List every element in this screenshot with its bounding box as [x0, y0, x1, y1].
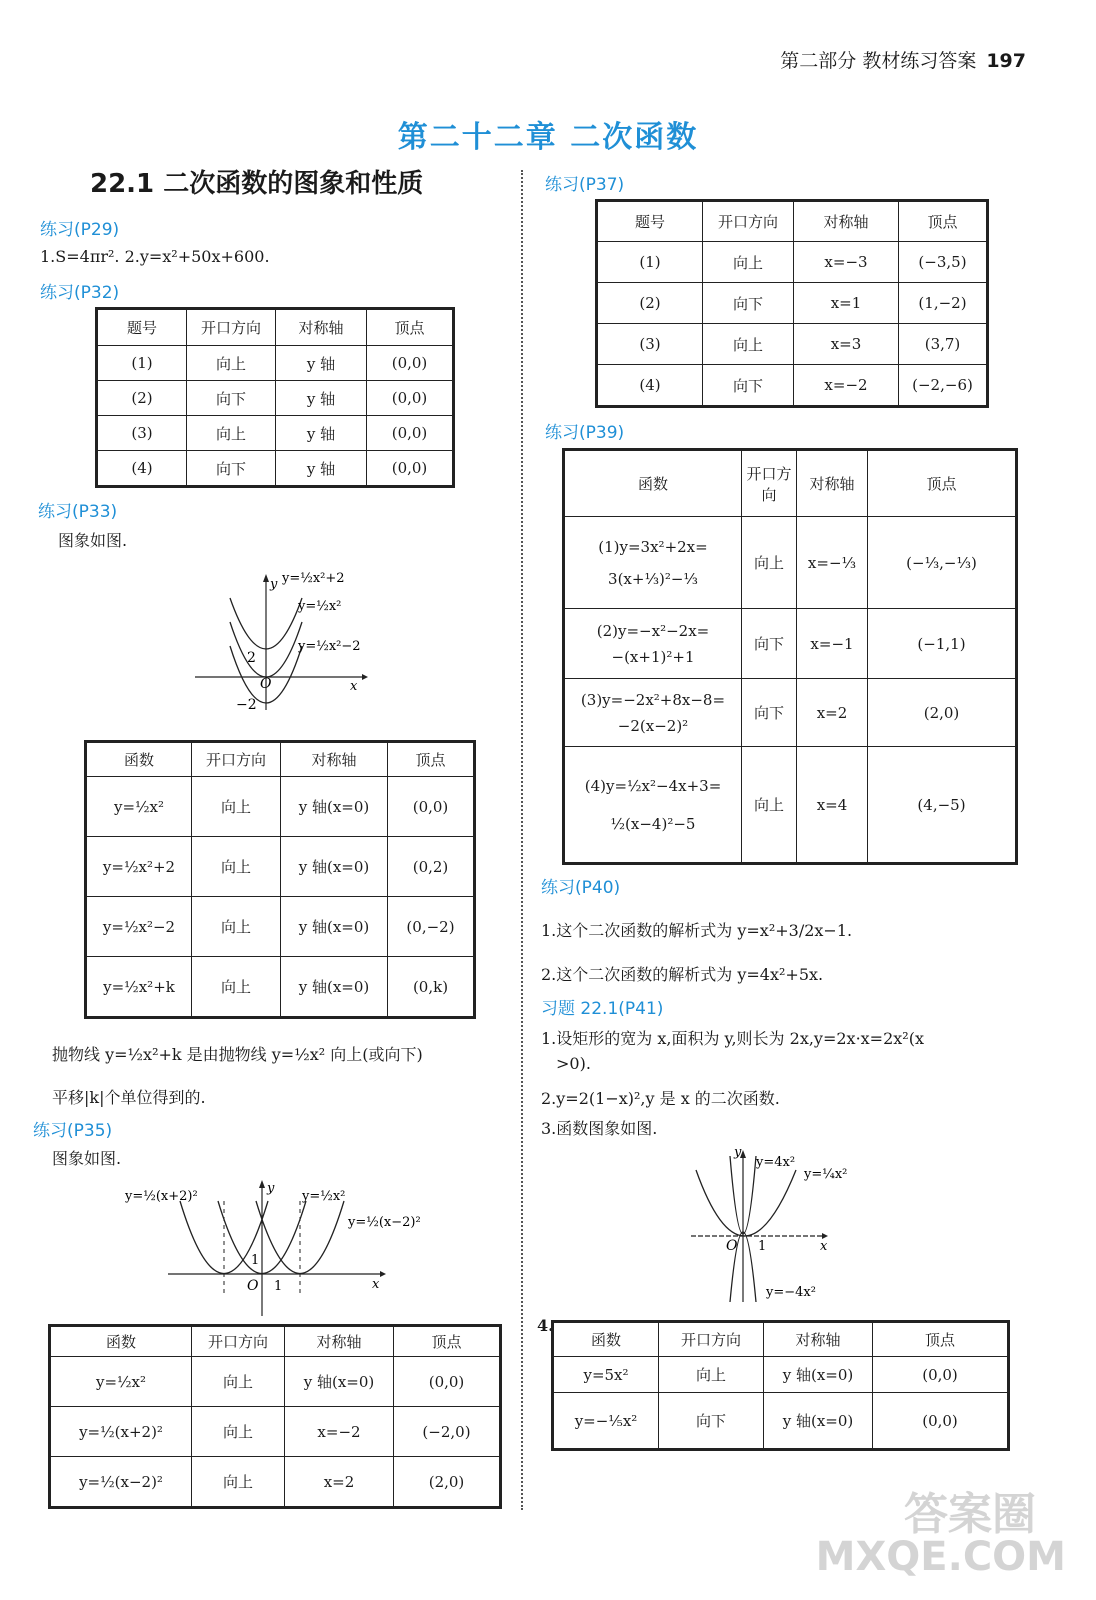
table-cell: 向上 — [187, 346, 276, 381]
header-section: 第二部分 教材练习答案 — [780, 50, 977, 72]
page-header — [780, 46, 1026, 73]
header-cell: 对称轴 — [794, 202, 899, 242]
table-row — [98, 451, 453, 486]
table-cell: 向上 — [192, 957, 281, 1017]
exercise-label-p29: 练习(P29) — [40, 220, 120, 240]
table-cell: y 轴(x=0) — [281, 957, 388, 1017]
header-cell: 题号 — [98, 310, 187, 346]
table-cell: x=4 — [797, 747, 868, 863]
table-cell: (0,k) — [388, 957, 474, 1017]
curve-label-3: y=−4x² — [766, 1285, 816, 1300]
table-cell: (−2,−6) — [899, 365, 987, 406]
table-cell: 向上 — [192, 777, 281, 837]
parabola-wide-up — [696, 1170, 796, 1236]
header-cell: 开口方向 — [192, 743, 281, 777]
table-row — [598, 324, 987, 365]
table-cell: (−⅓,−⅓) — [868, 517, 1016, 609]
p35-intro: 图象如图. — [52, 1149, 122, 1168]
exercise-label-p33: 练习(P33) — [38, 502, 118, 522]
table-cell: 向上 — [742, 747, 797, 863]
table-cell: x=−2 — [285, 1407, 394, 1457]
table-row — [87, 837, 474, 897]
table-cell: 向下 — [659, 1393, 764, 1449]
p41-answer-3: 3.函数图象如图. — [541, 1119, 658, 1138]
table-p37 — [597, 201, 987, 406]
graph-p35 — [120, 1176, 440, 1321]
page-number: 197 — [986, 50, 1026, 72]
table-cell: y 轴 — [276, 451, 367, 486]
table-row — [87, 897, 474, 957]
table-cell: 向下 — [742, 609, 797, 679]
header-cell: 顶点 — [899, 202, 987, 242]
tick-x-1: 1 — [274, 1279, 283, 1294]
table-cell: (0,2) — [388, 837, 474, 897]
table-cell: (0,0) — [367, 346, 453, 381]
table-cell: 向下 — [742, 679, 797, 747]
origin-label: O — [247, 1278, 259, 1294]
table-cell: (0,−2) — [388, 897, 474, 957]
table-cell: y=½x² — [51, 1357, 192, 1407]
table-cell: 向上 — [192, 897, 281, 957]
table-cell: 向上 — [703, 324, 794, 365]
table-cell — [565, 679, 742, 747]
table-cell: (2,0) — [868, 679, 1016, 747]
table-cell: (−3,5) — [899, 242, 987, 283]
curve-label-2: y=¼x² — [804, 1167, 848, 1182]
table-cell: y 轴(x=0) — [285, 1357, 394, 1407]
p41-answer-2: 2.y=2(1−x)²,y 是 x 的二次函数. — [541, 1089, 780, 1108]
table-cell: y=−⅕x² — [554, 1393, 659, 1449]
header-cell: 开口方向 — [192, 1327, 285, 1357]
table-cell: 向上 — [192, 837, 281, 897]
table-cell: x=2 — [797, 679, 868, 747]
header-cell: 开口方向 — [703, 202, 794, 242]
p40-answer-2: 2.这个二次函数的解析式为 y=4x²+5x. — [541, 965, 824, 984]
table-p32 — [97, 309, 453, 486]
origin-label: O — [260, 676, 272, 692]
table-cell: 向上 — [703, 242, 794, 283]
curve-label-2: y=½x² — [298, 599, 342, 614]
table-cell: 向上 — [187, 416, 276, 451]
table-cell: y 轴 — [276, 346, 367, 381]
chapter-title: 第二十二章 二次函数 — [397, 120, 699, 155]
table-cell: x=1 — [794, 283, 899, 324]
watermark-logo: 答案圈 — [904, 1489, 1036, 1540]
graph-p33 — [190, 560, 390, 720]
x-arrow-icon — [362, 674, 368, 680]
table-cell: (2) — [98, 381, 187, 416]
p41-answer-4: 4. — [537, 1316, 554, 1335]
x-label: x — [820, 1239, 828, 1254]
table-cell: y 轴(x=0) — [281, 777, 388, 837]
table-cell: y=½x²+k — [87, 957, 192, 1017]
table-cell — [565, 517, 742, 609]
header-cell: 对称轴 — [285, 1327, 394, 1357]
p41-answer-1b: >0). — [556, 1054, 591, 1073]
header-cell: 开口方向 — [187, 310, 276, 346]
table-row — [51, 1357, 500, 1407]
p29-answer: 1.S=4πr². 2.y=x²+50x+600. — [40, 247, 270, 266]
table-row — [98, 346, 453, 381]
y-label: y — [734, 1145, 742, 1160]
x-arrow-icon — [380, 1271, 386, 1277]
header-cell: 函数 — [554, 1323, 659, 1357]
y-arrow-icon — [263, 574, 269, 582]
table-cell: y=½(x−2)² — [51, 1457, 192, 1507]
p33-intro: 图象如图. — [58, 531, 128, 550]
table-cell: 向上 — [192, 1357, 285, 1407]
table-cell: (3) — [598, 324, 703, 365]
header-cell: 题号 — [598, 202, 703, 242]
table-cell: y=½x²−2 — [87, 897, 192, 957]
table-cell: (1) — [598, 242, 703, 283]
table-cell — [565, 609, 742, 679]
table-cell: x=3 — [794, 324, 899, 365]
header-cell: 对称轴 — [797, 451, 868, 517]
exercise-label-p32: 练习(P32) — [40, 283, 120, 303]
table-cell: 向下 — [187, 451, 276, 486]
table-row — [98, 416, 453, 451]
table-cell: (0,0) — [394, 1357, 500, 1407]
x-label: x — [350, 679, 358, 694]
table-cell: (2) — [598, 283, 703, 324]
table-row — [598, 365, 987, 406]
p33-note-1: 抛物线 y=½x²+k 是由抛物线 y=½x² 向上(或向下) — [52, 1045, 423, 1064]
tick-x-1: 1 — [758, 1239, 767, 1254]
p40-answer-1: 1.这个二次函数的解析式为 y=x²+3/2x−1. — [541, 921, 853, 940]
table-row — [598, 283, 987, 324]
p33-note-2: 平移|k|个单位得到的. — [52, 1088, 206, 1107]
section-title: 22.1 二次函数的图象和性质 — [90, 169, 424, 199]
table-row — [87, 777, 474, 837]
curve-label-2: y=½x² — [302, 1189, 346, 1204]
column-divider — [521, 170, 523, 1510]
header-cell: 对称轴 — [764, 1323, 873, 1357]
exercise-label-p35: 练习(P35) — [33, 1121, 113, 1141]
table-cell: y=½x²+2 — [87, 837, 192, 897]
table-cell: (3,7) — [899, 324, 987, 365]
curve-label-1: y=½x²+2 — [282, 571, 345, 586]
tick-neg2: −2 — [236, 697, 257, 713]
header-cell: 顶点 — [388, 743, 474, 777]
table-cell: x=2 — [285, 1457, 394, 1507]
header-cell: 顶点 — [394, 1327, 500, 1357]
table-cell: y 轴 — [276, 381, 367, 416]
curve-label-3: y=½(x−2)² — [348, 1215, 421, 1230]
table-row — [565, 609, 1016, 679]
curve-label-3: y=½x²−2 — [298, 639, 361, 654]
table-cell: 向下 — [703, 365, 794, 406]
tick-2: 2 — [247, 650, 256, 666]
header-cell: 开口方向 — [659, 1323, 764, 1357]
expression-line: (2)y=−x²−2x= — [596, 621, 710, 640]
table-cell: y 轴(x=0) — [764, 1357, 873, 1393]
table-cell: x=−⅓ — [797, 517, 868, 609]
table-cell: (4) — [598, 365, 703, 406]
y-label: y — [267, 1181, 275, 1196]
table-cell: (3) — [98, 416, 187, 451]
table-row — [554, 1357, 1008, 1393]
curve-label-1: y=½(x+2)² — [125, 1189, 198, 1204]
table-cell: 向上 — [659, 1357, 764, 1393]
y-label: y — [270, 577, 278, 592]
exercise-label-p39: 练习(P39) — [545, 423, 625, 443]
expression-line: (3)y=−2x²+8x−8= — [580, 690, 726, 709]
table-p35 — [50, 1326, 500, 1507]
header-cell: 顶点 — [868, 451, 1016, 517]
table-cell: y=5x² — [554, 1357, 659, 1393]
table-row — [98, 381, 453, 416]
header-cell: 函数 — [565, 451, 742, 517]
table-cell: (0,0) — [388, 777, 474, 837]
header-cell: 顶点 — [367, 310, 453, 346]
expression-line: (1)y=3x²+2x= — [598, 537, 708, 556]
table-p41 — [553, 1322, 1008, 1449]
table-row — [565, 517, 1016, 609]
exercise-label-p40: 练习(P40) — [541, 878, 621, 898]
table-cell: (0,0) — [873, 1357, 1008, 1393]
graph-p41 — [686, 1142, 866, 1304]
table-cell: (0,0) — [367, 451, 453, 486]
table-p39 — [564, 450, 1016, 863]
p41-answer-1a: 1.设矩形的宽为 x,面积为 y,则长为 2x,y=2x·x=2x²(x — [541, 1029, 924, 1048]
table-row — [51, 1407, 500, 1457]
table-cell: x=−3 — [794, 242, 899, 283]
exercise-label-p41: 习题 22.1(P41) — [541, 999, 664, 1019]
table-cell: (−2,0) — [394, 1407, 500, 1457]
table-cell: (4) — [98, 451, 187, 486]
table-cell: (2,0) — [394, 1457, 500, 1507]
table-cell: x=−2 — [794, 365, 899, 406]
expression-line: 3(x+⅓)²−⅓ — [608, 569, 698, 588]
table-cell: y 轴(x=0) — [281, 897, 388, 957]
table-cell: y 轴(x=0) — [281, 837, 388, 897]
header-cell: 对称轴 — [281, 743, 388, 777]
table-cell: (−1,1) — [868, 609, 1016, 679]
table-cell: (0,0) — [367, 381, 453, 416]
table-cell: x=−1 — [797, 609, 868, 679]
expression-line: −(x+1)²+1 — [611, 647, 695, 666]
table-cell: (1,−2) — [899, 283, 987, 324]
expression-line: −2(x−2)² — [617, 716, 689, 735]
table-row — [598, 242, 987, 283]
curve-label-1: y=4x² — [756, 1155, 796, 1170]
table-row — [87, 957, 474, 1017]
table-p33 — [86, 742, 474, 1017]
expression-line: (4)y=½x²−4x+3= — [584, 776, 722, 795]
tick-y-1: 1 — [251, 1253, 260, 1268]
watermark-text: MXQE.COM — [815, 1534, 1066, 1580]
table-row — [565, 679, 1016, 747]
header-cell: 函数 — [87, 743, 192, 777]
table-cell: (1) — [98, 346, 187, 381]
table-row — [554, 1393, 1008, 1449]
header-cell: 顶点 — [873, 1323, 1008, 1357]
header-cell: 开口方向 — [742, 451, 797, 517]
table-cell: 向上 — [192, 1407, 285, 1457]
table-row — [51, 1457, 500, 1507]
x-label: x — [372, 1277, 380, 1292]
table-cell: 向上 — [742, 517, 797, 609]
table-row — [565, 747, 1016, 863]
y-arrow-icon — [259, 1180, 265, 1188]
table-cell: y 轴 — [276, 416, 367, 451]
header-cell: 对称轴 — [276, 310, 367, 346]
expression-line: ½(x−4)²−5 — [610, 814, 696, 833]
table-cell: 向下 — [703, 283, 794, 324]
table-cell: (0,0) — [873, 1393, 1008, 1449]
origin-label: O — [726, 1238, 738, 1254]
table-cell: (0,0) — [367, 416, 453, 451]
exercise-label-p37: 练习(P37) — [545, 175, 625, 195]
header-cell: 函数 — [51, 1327, 192, 1357]
table-cell: 向上 — [192, 1457, 285, 1507]
table-cell: y=½x² — [87, 777, 192, 837]
table-cell — [565, 747, 742, 863]
table-cell: y 轴(x=0) — [764, 1393, 873, 1449]
table-cell: y=½(x+2)² — [51, 1407, 192, 1457]
table-cell: 向下 — [187, 381, 276, 416]
table-cell: (4,−5) — [868, 747, 1016, 863]
